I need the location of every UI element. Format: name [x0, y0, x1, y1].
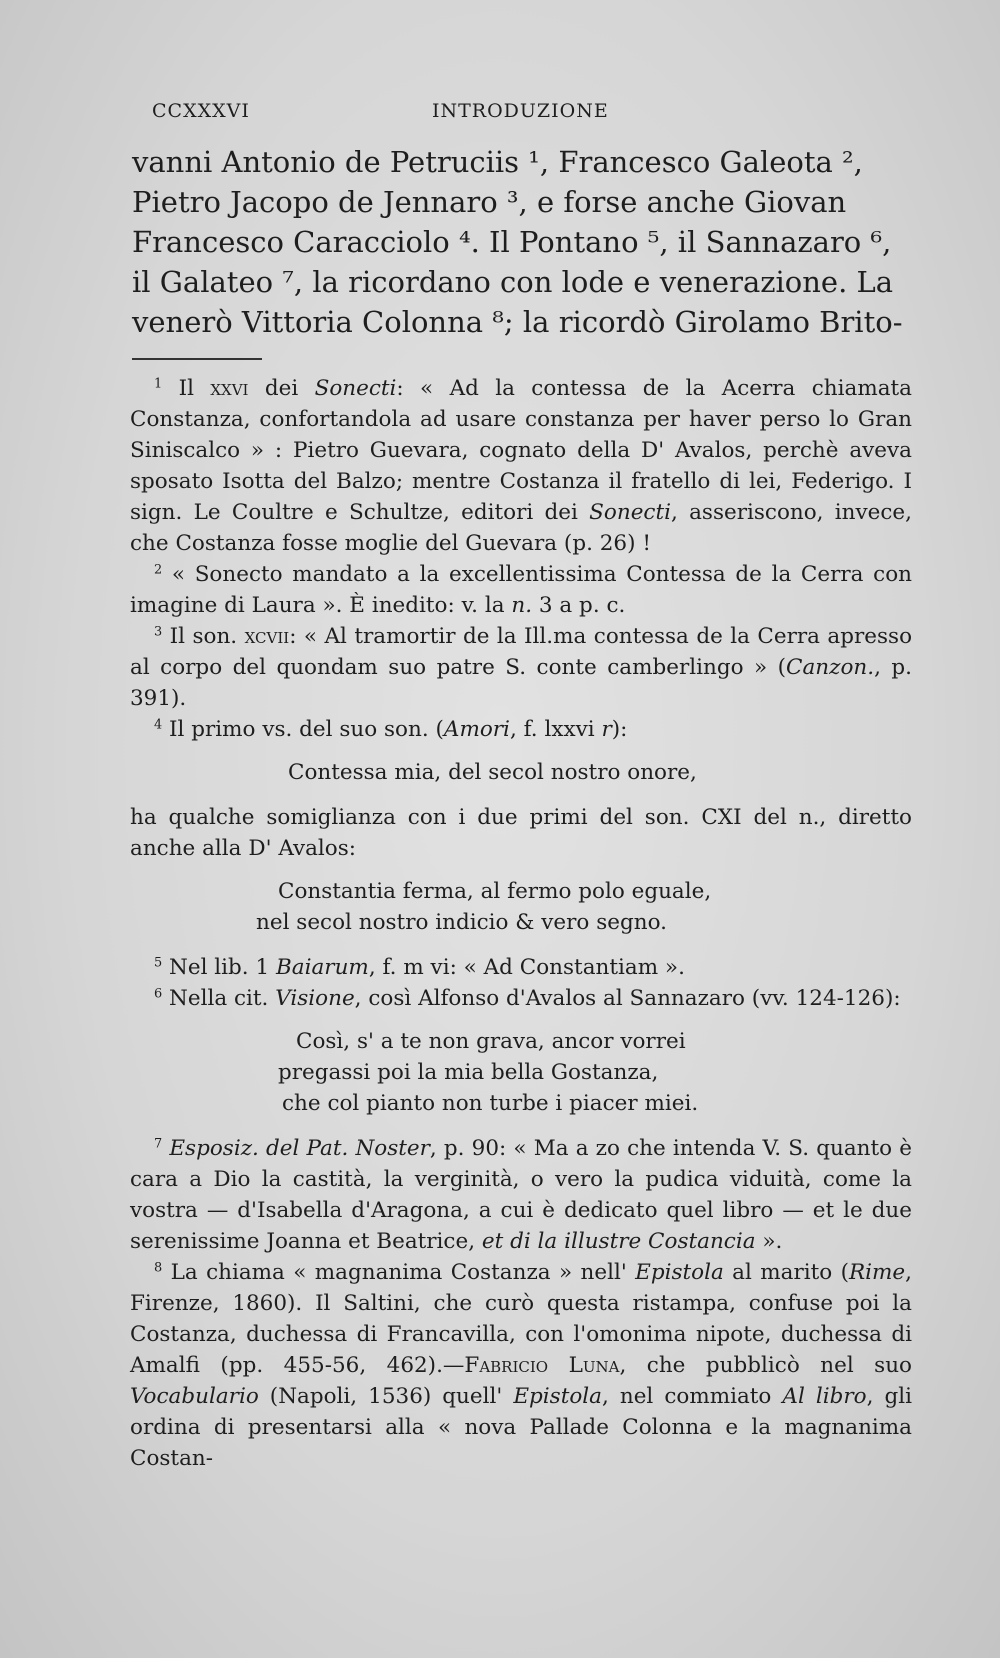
verse-line: nel secol nostro indicio & vero segno.	[256, 910, 667, 935]
verse-line: Contessa mia, del secol nostro onore,	[288, 760, 697, 785]
verse-quote	[278, 1026, 912, 1119]
footnote-rule	[132, 358, 262, 360]
footnote-mark: 1	[154, 376, 163, 392]
footnote-mark: 7	[154, 1136, 163, 1152]
footnote-4: $^4$ Il primo vs. del suo son. (Amori, f. lxxvi r):	[154, 717, 628, 742]
main-text-line: Pietro Jacopo de Jennaro ³, e forse anche Giovan	[132, 185, 847, 219]
footnote-mark: 6	[154, 986, 163, 1002]
footnote-mark: 5	[154, 955, 163, 971]
footnote-5: $^5$ Nel lib. 1 Baiarum, f. m vi: « Ad Constantiam ».	[154, 955, 685, 980]
verse-line: Così, s' a te non grava, ancor vorrei	[296, 1029, 686, 1054]
footnote-6: $^6$ Nella cit. Visione, così Alfonso d'Avalos al Sannazaro (vv. 124-126):	[154, 986, 901, 1011]
main-text	[132, 142, 912, 342]
footnote-2: $^2$ « Sonecto mandato a la excellentissima Contessa de la Cerra con imagine di Laura ». È inedito: v. la n. 3 a p. c.	[130, 562, 912, 618]
main-text-line: venerò Vittoria Colonna ⁸; la ricordò Girolamo Brito-	[132, 305, 903, 339]
folio-number: CCXXXVI	[152, 100, 250, 122]
footnote-8: $^8$ La chiama « magnanima Costanza » nell' Epistola al marito (Rime, Firenze, 1860). Il Saltini, che curò questa ristampa, confuse poi la Costanza, duchessa di Francavilla, con l'omonima nipote, duchessa di Amalfi (pp. 455-56, 462).—Fabricio Luna, che pubblicò nel suo Vocabulario (Napoli, 1536) quell' Epistola, nel commiato Al libro, gli ordina di presentarsi alla « nova Pallade Colonna e la magnanima Costan-	[130, 1260, 913, 1471]
running-title: INTRODUZIONE	[432, 100, 609, 122]
main-text-line: vanni Antonio de Petruciis ¹, Francesco Galeota ²,	[132, 145, 863, 179]
main-text-line: il Galateo ⁷, la ricordano con lode e venerazione. La	[132, 265, 894, 299]
footnote-mark: 4	[154, 717, 163, 733]
footnote-1: $^1$ Il xxvi dei Sonecti: « Ad la contessa de la Acerra chiamata Constanza, confortandola ad usare constanza per haver perso lo Gran Siniscalco » : Pietro Guevara, cognato della D' Avalos, perchè aveva sposato Isotta del Balzo; mentre Costanza il fratello di lei, Federigo. I sign. Le Coultre e Schultze, editori dei Sonecti, asseriscono, invece, che Costanza fosse moglie del Guevara (p. 26) !	[130, 376, 912, 556]
verse-line: che col pianto non turbe i piacer miei.	[282, 1091, 699, 1116]
footnote-mark: 8	[154, 1260, 163, 1276]
verse-line: Constantia ferma, al fermo polo eguale,	[278, 879, 712, 904]
footnote-4-continuation: ha qualche somiglianza con i due primi del son. CXI del n., diretto anche alla D' Avalos:	[130, 805, 912, 861]
footnote-mark: 3	[154, 624, 163, 640]
main-text-line: Francesco Caracciolo ⁴. Il Pontano ⁵, il Sannazaro ⁶,	[132, 225, 892, 259]
footnote-7: $^7$ Esposiz. del Pat. Noster, p. 90: « Ma a zo che intenda V. S. quanto è cara a Dio la castità, la verginità, o vero la pudica viduità, come la vostra — d'Isabella d'Aragona, a cui è dedicato quel libro — et le due serenissime Joanna et Beatrice, et di la illustre Costancia ».	[130, 1136, 912, 1254]
verse-quote	[288, 757, 912, 788]
verse-line: pregassi poi la mia bella Gostanza,	[278, 1060, 659, 1085]
footnote-mark: 2	[154, 562, 163, 578]
verse-quote	[256, 876, 912, 938]
footnote-3: $^3$ Il son. xcvii: « Al tramortir de la Ill.ma contessa de la Cerra apresso al corpo del quondam suo patre S. conte camberlingo » (Canzon., p. 391).	[130, 624, 913, 711]
footnotes	[130, 373, 912, 1474]
